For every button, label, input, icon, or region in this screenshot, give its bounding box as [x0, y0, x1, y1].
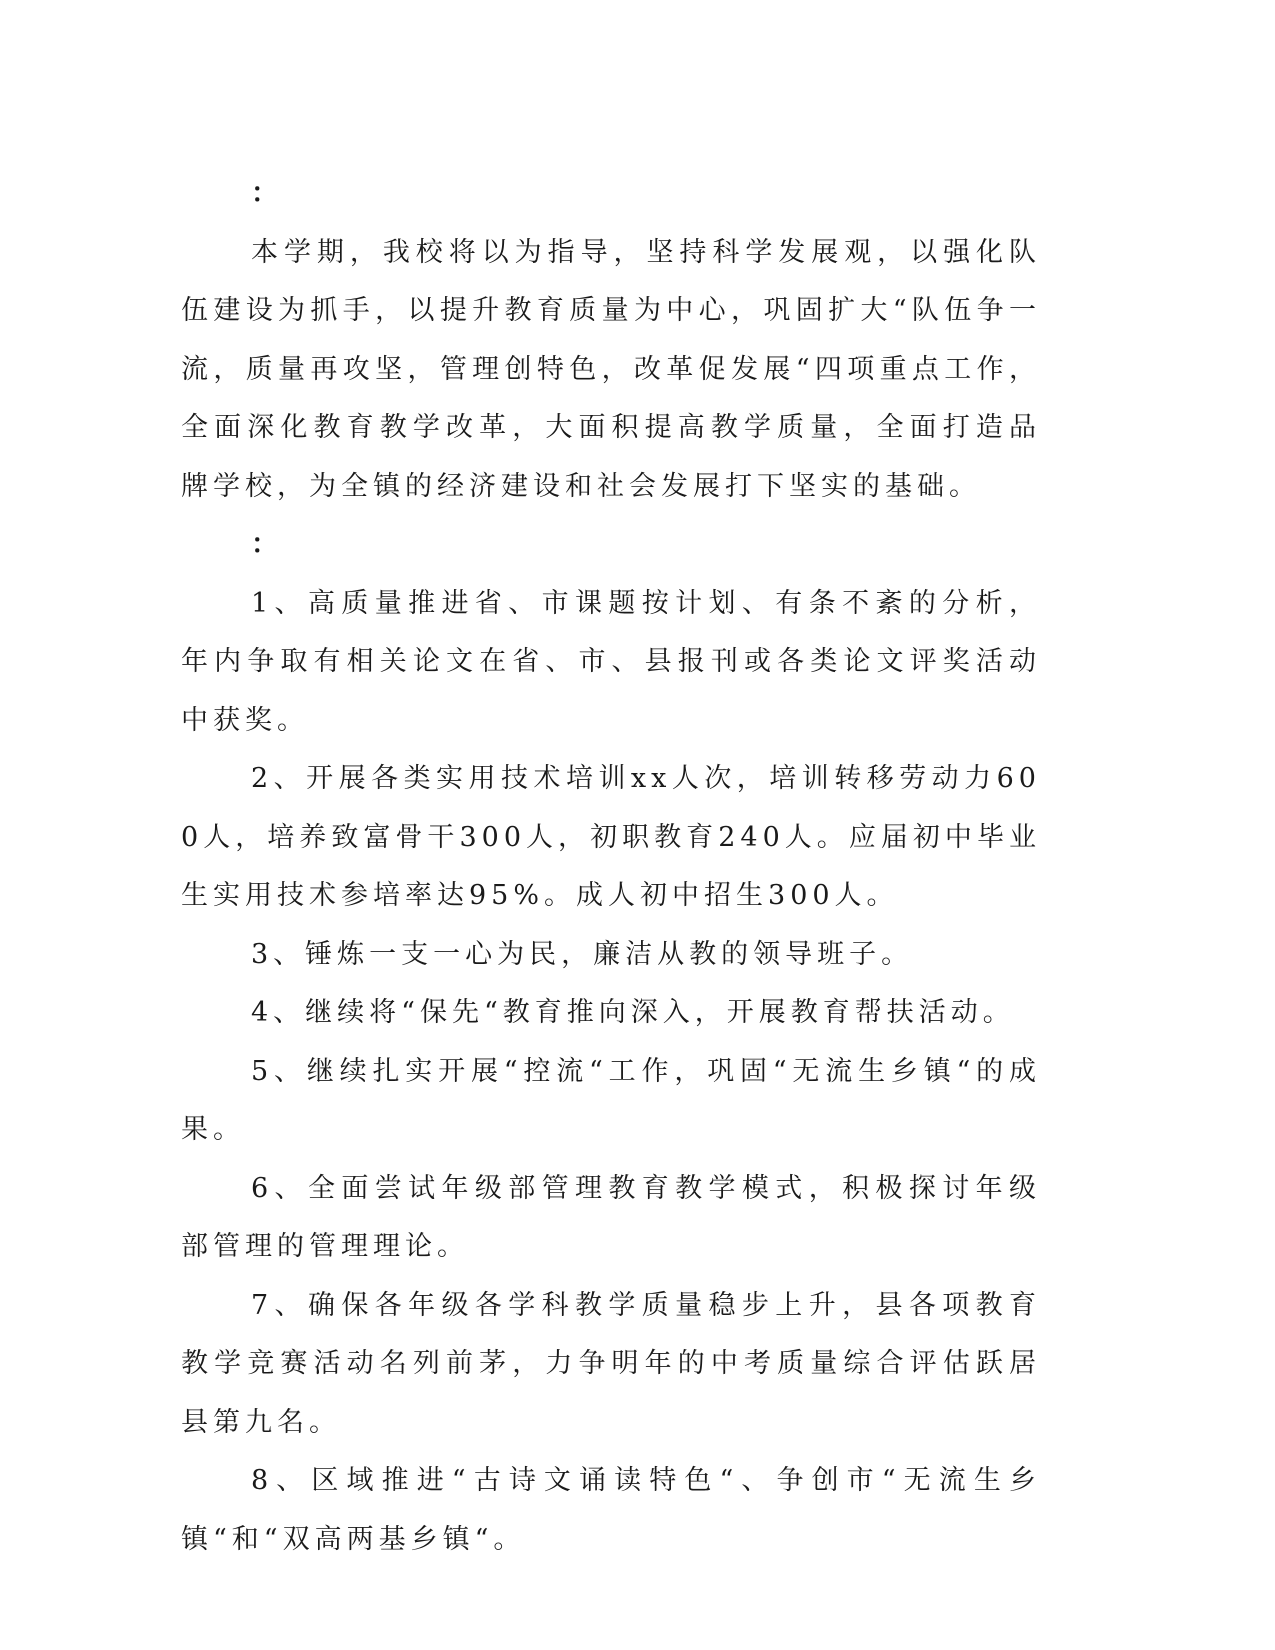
document-body [181, 165, 1041, 1569]
intro-paragraph: 本学期，我校将以为指导，坚持科学发展观，以强化队伍建设为抓手，以提升教育质量为中心，巩固扩大“队伍争一流，质量再攻坚，管理创特色，改革促发展“四项重点工作，全面深化教育教学改革，大面积提高教学质量，全面打造品牌学校，为全镇的经济建设和社会发展打下坚实的基础。 [181, 236, 1041, 502]
list-item-2: 2、开展各类实用技术培训xx人次，培训转移劳动力600人，培养致富骨干300人，初职教育240人。应届初中毕业生实用技术参培率达95%。成人初中招生300人。 [181, 763, 1041, 911]
list-item-6: 6、全面尝试年级部管理教育教学模式，积极探讨年级部管理的管理理论。 [181, 1172, 1041, 1262]
list-item-5: 5、继续扎实开展“控流“工作，巩固“无流生乡镇“的成果。 [181, 1055, 1041, 1145]
list-item-8: 8、区域推进“古诗文诵读特色“、争创市“无流生乡镇“和“双高两基乡镇“。 [181, 1465, 1041, 1555]
section-heading-2: ： [251, 529, 283, 560]
list-item-4: 4、继续将“保先“教育推向深入，开展教育帮扶活动。 [251, 997, 1015, 1028]
section-heading-1: ： [251, 178, 283, 209]
list-item-7: 7、确保各年级各学科教学质量稳步上升，县各项教育教学竞赛活动名列前茅，力争明年的中考质量综合评估跃居县第九名。 [181, 1289, 1041, 1438]
list-item-1: 1、高质量推进省、市课题按计划、有条不紊的分析，年内争取有相关论文在省、市、县报刊或各类论文评奖活动中获奖。 [181, 587, 1041, 736]
list-item-3: 3、锤炼一支一心为民，廉洁从教的领导班子。 [251, 938, 914, 970]
